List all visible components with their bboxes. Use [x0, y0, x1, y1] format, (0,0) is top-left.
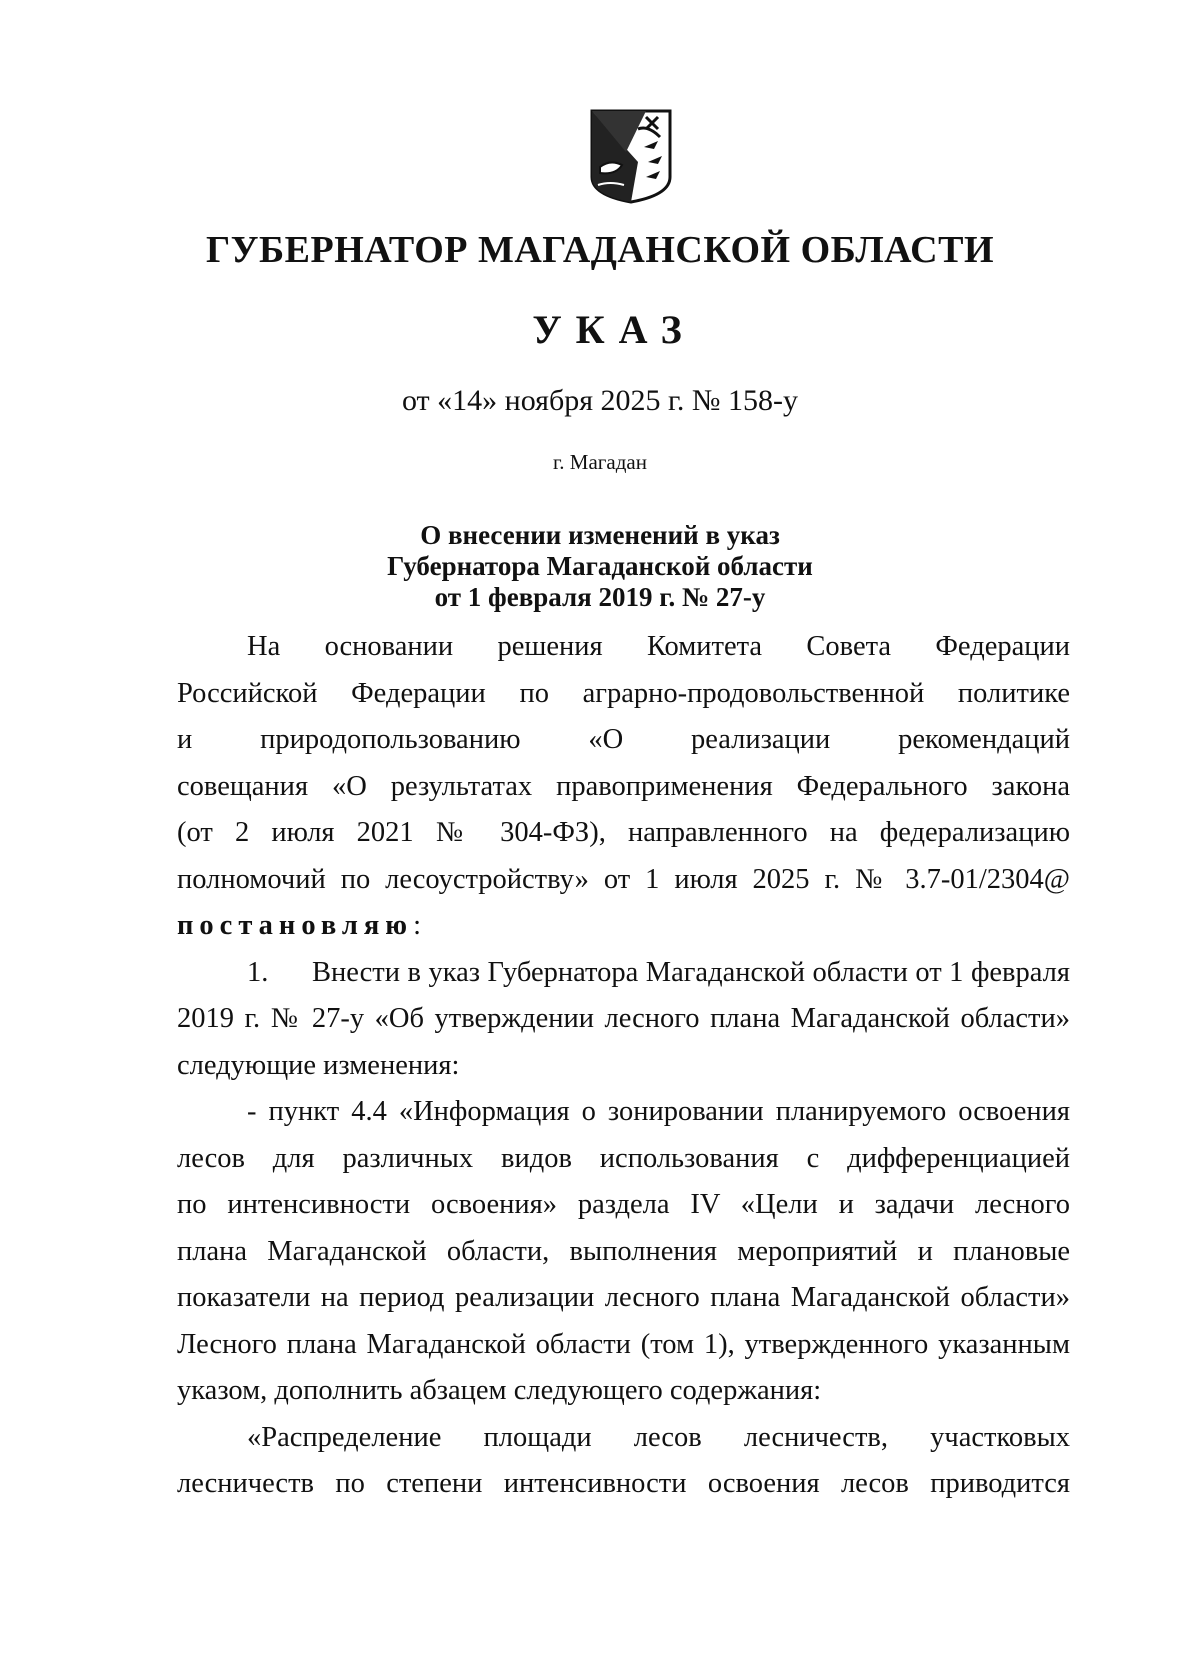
- body-line: по интенсивности освоения» раздела IV «Цели и задачи лесного: [177, 1189, 1070, 1220]
- body-line: «Распределение площади лесов лесничеств, участковых: [247, 1421, 1070, 1453]
- body-line: следующие изменения:: [177, 1049, 460, 1081]
- document-subject: [0, 520, 1200, 613]
- document-date-number: от «14» ноября 2025 г. № 158-у: [401, 384, 799, 417]
- body-line: лесов для различных видов использования с дифференциацией: [177, 1142, 1070, 1174]
- body-line: совещания «О результатах правоприменения Федерального закона: [177, 770, 1070, 802]
- decree-word: постановляю: [177, 910, 414, 941]
- coat-of-arms-icon: [586, 107, 676, 205]
- document-type: УКАЗ: [532, 307, 696, 352]
- body-line: показатели на период реализации лесного плана Магаданской области»: [177, 1282, 1070, 1313]
- body-line: 2019 г. № 27-у «Об утверждении лесного плана Магаданской области»: [177, 1003, 1070, 1034]
- body-line: указом, дополнить абзацем следующего содержания:: [177, 1375, 822, 1406]
- decree-word-line: [177, 903, 1070, 950]
- item-1-first-line: [177, 950, 1070, 997]
- decree-colon: :: [413, 910, 422, 941]
- body-line: плана Магаданской области, выполнения мероприятий и плановые: [177, 1235, 1070, 1267]
- body-line: и природопользованию «О реализации рекомендаций: [177, 724, 1070, 755]
- body-line: Лесного плана Магаданской области (том 1), утвержденного указанным: [177, 1328, 1070, 1360]
- body-line: Российской Федерации по аграрно-продовольственной политике: [177, 677, 1070, 709]
- item-number: 1.: [247, 956, 269, 988]
- body-line: Внести в указ Губернатора Магаданской области от 1 февраля: [312, 956, 1070, 988]
- issuing-authority: ГУБЕРНАТОР МАГАДАНСКОЙ ОБЛАСТИ: [205, 229, 995, 271]
- subject-line: от 1 февраля 2019 г. № 27-у: [434, 582, 766, 612]
- document-city: г. Магадан: [553, 450, 647, 474]
- body-line: полномочий по лесоустройству» от 1 июля 2025 г. № 3.7-01/2304@: [177, 863, 1070, 895]
- body-line: На основании решения Комитета Совета Федерации: [247, 631, 1070, 662]
- subject-line: Губернатора Магаданской области: [387, 551, 813, 581]
- subject-line: О внесении изменений в указ: [420, 520, 780, 550]
- body-line: - пункт 4.4 «Информация о зонировании планируемого освоения: [247, 1096, 1070, 1127]
- body-line: лесничеств по степени интенсивности освоения лесов приводится: [177, 1468, 1070, 1499]
- body-line: (от 2 июля 2021 № 304-ФЗ), направленного на федерализацию: [177, 817, 1070, 848]
- document-body: [177, 624, 1070, 1508]
